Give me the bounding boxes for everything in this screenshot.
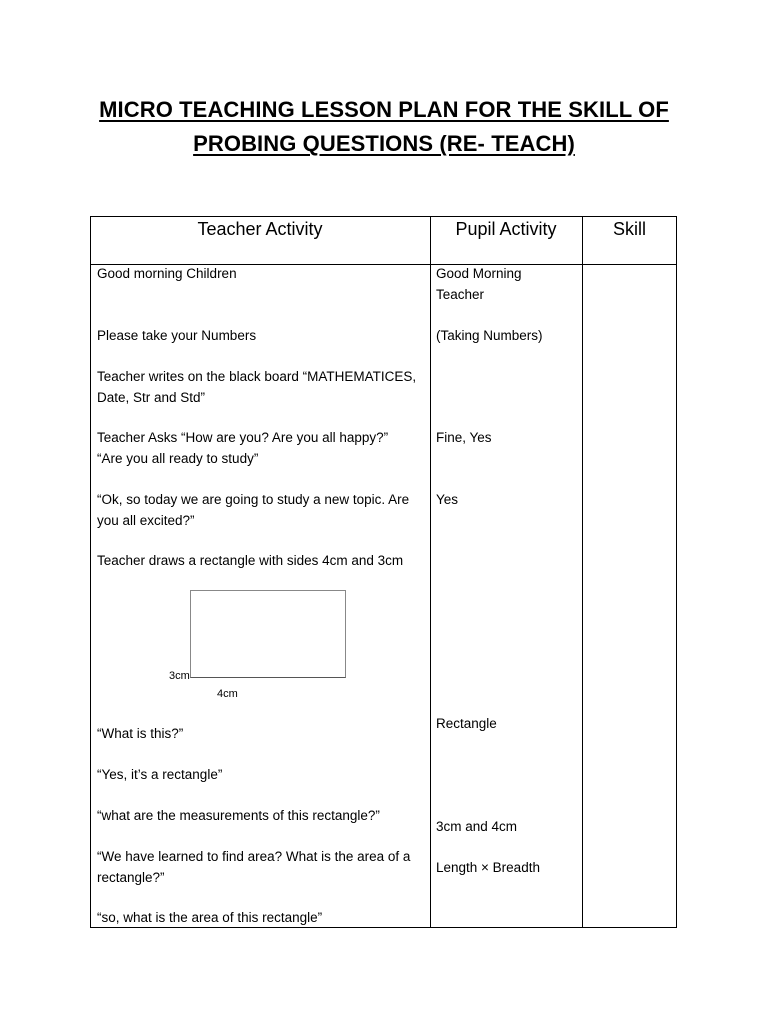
teacher-activity-text: you all excited?”	[97, 513, 195, 528]
teacher-activity-text: “what are the measurements of this rectangle?”	[97, 808, 380, 823]
pupil-activity-text: Yes	[436, 492, 459, 507]
teacher-activity-text: “so, what is the area of this rectangle”	[97, 910, 323, 925]
teacher-activity-text: Teacher draws a rectangle with sides 4cm and 3cm	[97, 553, 404, 568]
teacher-activity-text: “Ok, so today we are going to study a new topic. Are	[97, 492, 410, 507]
header-skill: Skill	[612, 219, 646, 239]
teacher-activity-text: Please take your Numbers	[97, 328, 257, 343]
teacher-activity-text: “We have learned to find area? What is the area of a	[97, 849, 411, 864]
rectangle-diagram	[190, 590, 346, 678]
column-divider-skill	[582, 216, 583, 928]
teacher-activity-text: “Are you all ready to study”	[97, 451, 259, 466]
column-divider-pupil	[430, 216, 431, 928]
teacher-activity-text: Teacher writes on the black board “MATHEMATICES,	[97, 369, 417, 384]
pupil-activity-text: Good Morning	[436, 266, 522, 281]
title-line-1: MICRO TEACHING LESSON PLAN FOR THE SKILL OF	[99, 97, 669, 122]
teacher-activity-text: Date, Str and Std”	[97, 390, 206, 405]
header-teacher-activity: Teacher Activity	[197, 219, 323, 239]
teacher-activity-text: “Yes, it’s a rectangle”	[97, 767, 223, 782]
teacher-activity-text: rectangle?”	[97, 870, 165, 885]
pupil-activity-text: Length × Breadth	[436, 860, 540, 875]
pupil-activity-text: Teacher	[436, 287, 485, 302]
rectangle-base-label: 4cm	[217, 688, 238, 700]
pupil-activity-text: 3cm and 4cm	[436, 819, 518, 834]
header-pupil-activity: Pupil Activity	[455, 219, 557, 239]
teacher-activity-text: Teacher Asks “How are you? Are you all happy?”	[97, 430, 389, 445]
title-line-2: PROBING QUESTIONS (RE- TEACH)	[193, 131, 575, 156]
teacher-activity-text: “What is this?”	[97, 726, 184, 741]
pupil-activity-text: Rectangle	[436, 716, 497, 731]
pupil-activity-text: Fine, Yes	[436, 430, 492, 445]
teacher-activity-text: Good morning Children	[97, 266, 237, 281]
rectangle-side-label: 3cm	[169, 670, 190, 682]
pupil-activity-text: (Taking Numbers)	[436, 328, 543, 343]
